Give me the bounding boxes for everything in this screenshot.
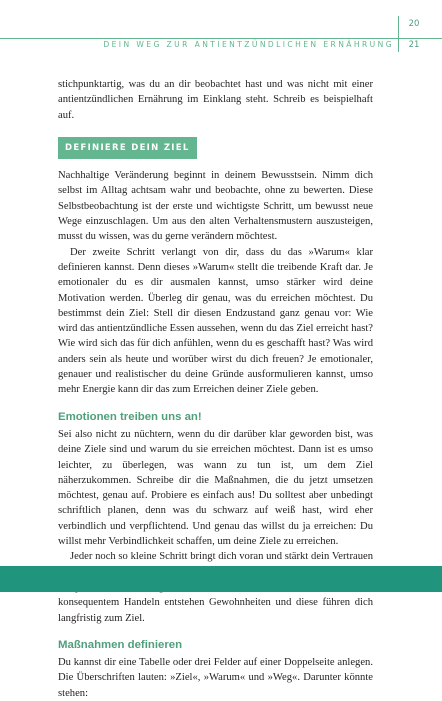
- subheading-measures: Maßnahmen definieren: [58, 638, 183, 651]
- page-body: [58, 77, 373, 701]
- section-banner: DEFINIERE DEIN ZIEL: [58, 137, 197, 159]
- page-number-divider: [398, 16, 399, 52]
- paragraph-1: Nachhaltige Veränderung beginnt in deinem Bewusstsein. Nimm dich selbst im Alltag achtsam wahr und beobachte, ohne zu bewerten. Diese Selbstbeobachtung ist der erste und wichtigste Schritt, um bewusst neue Wege einzuschlagen. Um aus den alten Verhaltensmustern auszusteigen, musst du wissen, was du gerne verändern möchtest.: [58, 170, 373, 243]
- paragraph-2: Der zweite Schritt verlangt von dir, dass du das »Warum« klar definieren kannst. Denn dieses »Warum« stellt die treibende Kraft dar. Je emotionaler du es dir ausmalen kannst, umso stärker wird deine Motivation werden. Überleg dir genau, was du erreichen möchtest. Du bestimmst dein Ziel: Stell dir diesen Endzustand ganz genau vor: Wie wird das antientzündliche Essen aussehen, wenn du das Ziel erreicht hast? Wie wird sich das für dich anfühlen, wenn du es geschafft hast? Was wird anders sein als heute und worüber wirst du dich freuen? Je emotionaler, genauer und realistischer du deine Gründe ausformulieren kannst, umso mehr Energie kann dir das zum Erreichen deiner Ziele geben.: [58, 246, 373, 396]
- page-header: [0, 9, 442, 50]
- paragraph-5: Du kannst dir eine Tabelle oder drei Felder auf einer Doppelseite anlegen. Die Überschriften lauten: »Ziel«, »Warum« und »Weg«. Darunter könnte stehen:: [58, 657, 373, 699]
- subheading-emotions: Emotionen treiben uns an!: [58, 410, 202, 423]
- intro-paragraph: stichpunktartig, was du an dir beobachtet hast und was nicht mit einer antientzündlichen Ernährung im Einklang steht. Schreib es beispielhaft auf.: [58, 79, 373, 121]
- paragraph-3: Sei also nicht zu nüchtern, wenn du dir darüber klar geworden bist, was deine Ziele sind und warum du sie erreichen möchtest. Dann ist es umso leichter, zu überlegen, was wann zu tun ist, um dem Ziel näherzukommen. Schreibe dir die Maßnahmen, die du jetzt umsetzen möchtest, genau auf. Probiere es einfach aus! Du solltest aber unbedingt schriftlich planen, denn was du schwarz auf weiß hast, wird eher verbindlich und verpflichtend. Und genau das willst du ja erreichen: Du willst mehr Verbindlichkeit schaffen, um deine Ziele zu erreichen.: [58, 428, 373, 548]
- paragraph-4: Jeder noch so kleine Schritt bringt dich voran und stärkt dein Vertrauen konsequentem Handeln entstehen Gewohnheiten und diese führen dich langfristig zum Ziel.: [58, 551, 373, 624]
- page-number-right: 21: [408, 40, 420, 50]
- footer-bar: [0, 566, 442, 592]
- page-number-left: 20: [408, 19, 420, 29]
- running-head: DEIN WEG ZUR ANTIENTZÜNDLICHEN ERNÄHRUNG: [103, 40, 394, 49]
- header-rule: [0, 38, 442, 39]
